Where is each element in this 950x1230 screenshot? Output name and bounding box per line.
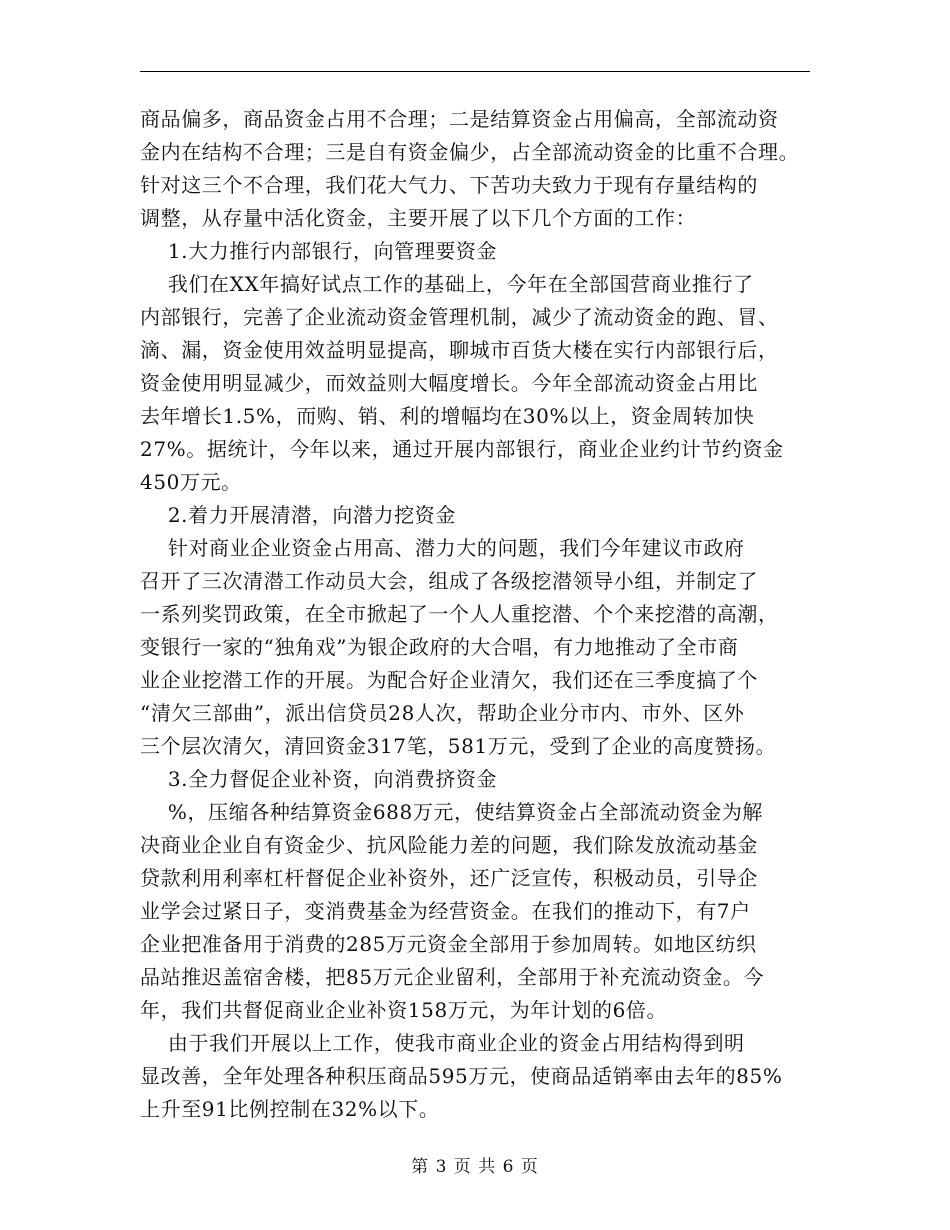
section-heading: 2.着力开展清潜，向潜力挖资金 (140, 503, 456, 527)
page-footer: 第 3 页 共 6 页 (411, 1157, 539, 1177)
text-line: 业学会过紧日子，变消费基金为经营资金。在我们的推动下，有7户 (140, 899, 751, 923)
text-line: 内部银行，完善了企业流动资金管理机制，减少了流动资金的跑、冒、 (140, 305, 779, 329)
text-line: 450万元。 (140, 470, 242, 494)
text-line: 金内在结构不合理；三是自有资金偏少，占全部流动资金的比重不合理。 (140, 140, 800, 164)
text-line: 针对这三个不合理，我们花大气力、下苦功夫致力于现有存量结构的 (140, 173, 758, 197)
header-rule (140, 71, 810, 72)
text-line: 企业把准备用于消费的285万元资金全部用于参加周转。如地区纺织 (140, 932, 757, 956)
text-line: %，压缩各种结算资金688万元，使结算资金占全部流动资金为解 (140, 800, 764, 824)
text-line: 我们在XX年搞好试点工作的基础上，今年在全部国营商业推行了 (140, 272, 754, 296)
section-heading: 1.大力推行内部银行，向管理要资金 (140, 239, 498, 263)
text-line: 27%。据统计，今年以来，通过开展内部银行，商业企业约计节约资金 (140, 437, 784, 461)
text-line: 三个层次清欠，清回资金317笔，581万元，受到了企业的高度赞扬。 (140, 734, 777, 758)
text-line: 由于我们开展以上工作，使我市商业企业的资金占用结构得到明 (140, 1031, 745, 1055)
text-line: 贷款利用利率杠杆督促企业补资外，还广泛宣传，积极动员，引导企 (140, 866, 758, 890)
text-line: 显改善，全年处理各种积压商品595万元，使商品适销率由去年的85% (140, 1064, 783, 1088)
text-line: 变银行一家的“独角戏”为银企政府的大合唱，有力地推动了全市商 (140, 635, 739, 659)
text-line: “清欠三部曲”，派出信贷员28人次，帮助企业分市内、市外、区外 (140, 701, 745, 725)
text-line: 资金使用明显减少，而效益则大幅度增长。今年全部流动资金占用比 (140, 371, 758, 395)
text-line: 针对商业企业资金占用高、潜力大的问题，我们今年建议市政府 (140, 536, 745, 560)
text-line: 去年增长1.5%，而购、销、利的增幅均在30%以上，资金周转加快 (140, 404, 755, 428)
text-line: 上升至91比例控制在32%以下。 (140, 1097, 440, 1121)
text-line: 商品偏多，商品资金占用不合理；二是结算资金占用偏高，全部流动资 (140, 107, 779, 131)
text-line: 业企业挖潜工作的开展。为配合好企业清欠，我们还在三季度搞了个 (140, 668, 758, 692)
text-line: 一系列奖罚政策，在全市掀起了一个人人重挖潜、个个来挖潜的高潮， (140, 602, 779, 626)
text-line: 滴、漏，资金使用效益明显提高，聊城市百货大楼在实行内部银行后， (140, 338, 779, 362)
document-body (140, 103, 812, 1126)
text-line: 决商业企业自有资金少、抗风险能力差的问题，我们除发放流动基金 (140, 833, 758, 857)
text-line: 年，我们共督促商业企业补资158万元，为年计划的6倍。 (140, 998, 668, 1022)
section-heading: 3.全力督促企业补资，向消费挤资金 (140, 767, 498, 791)
text-line: 召开了三次清潜工作动员大会，组成了各级挖潜领导小组，并制定了 (140, 569, 758, 593)
text-line: 调整，从存量中活化资金，主要开展了以下几个方面的工作： (140, 206, 697, 230)
text-line: 品站推迟盖宿舍楼，把85万元企业留利，全部用于补充流动资金。今 (140, 965, 765, 989)
